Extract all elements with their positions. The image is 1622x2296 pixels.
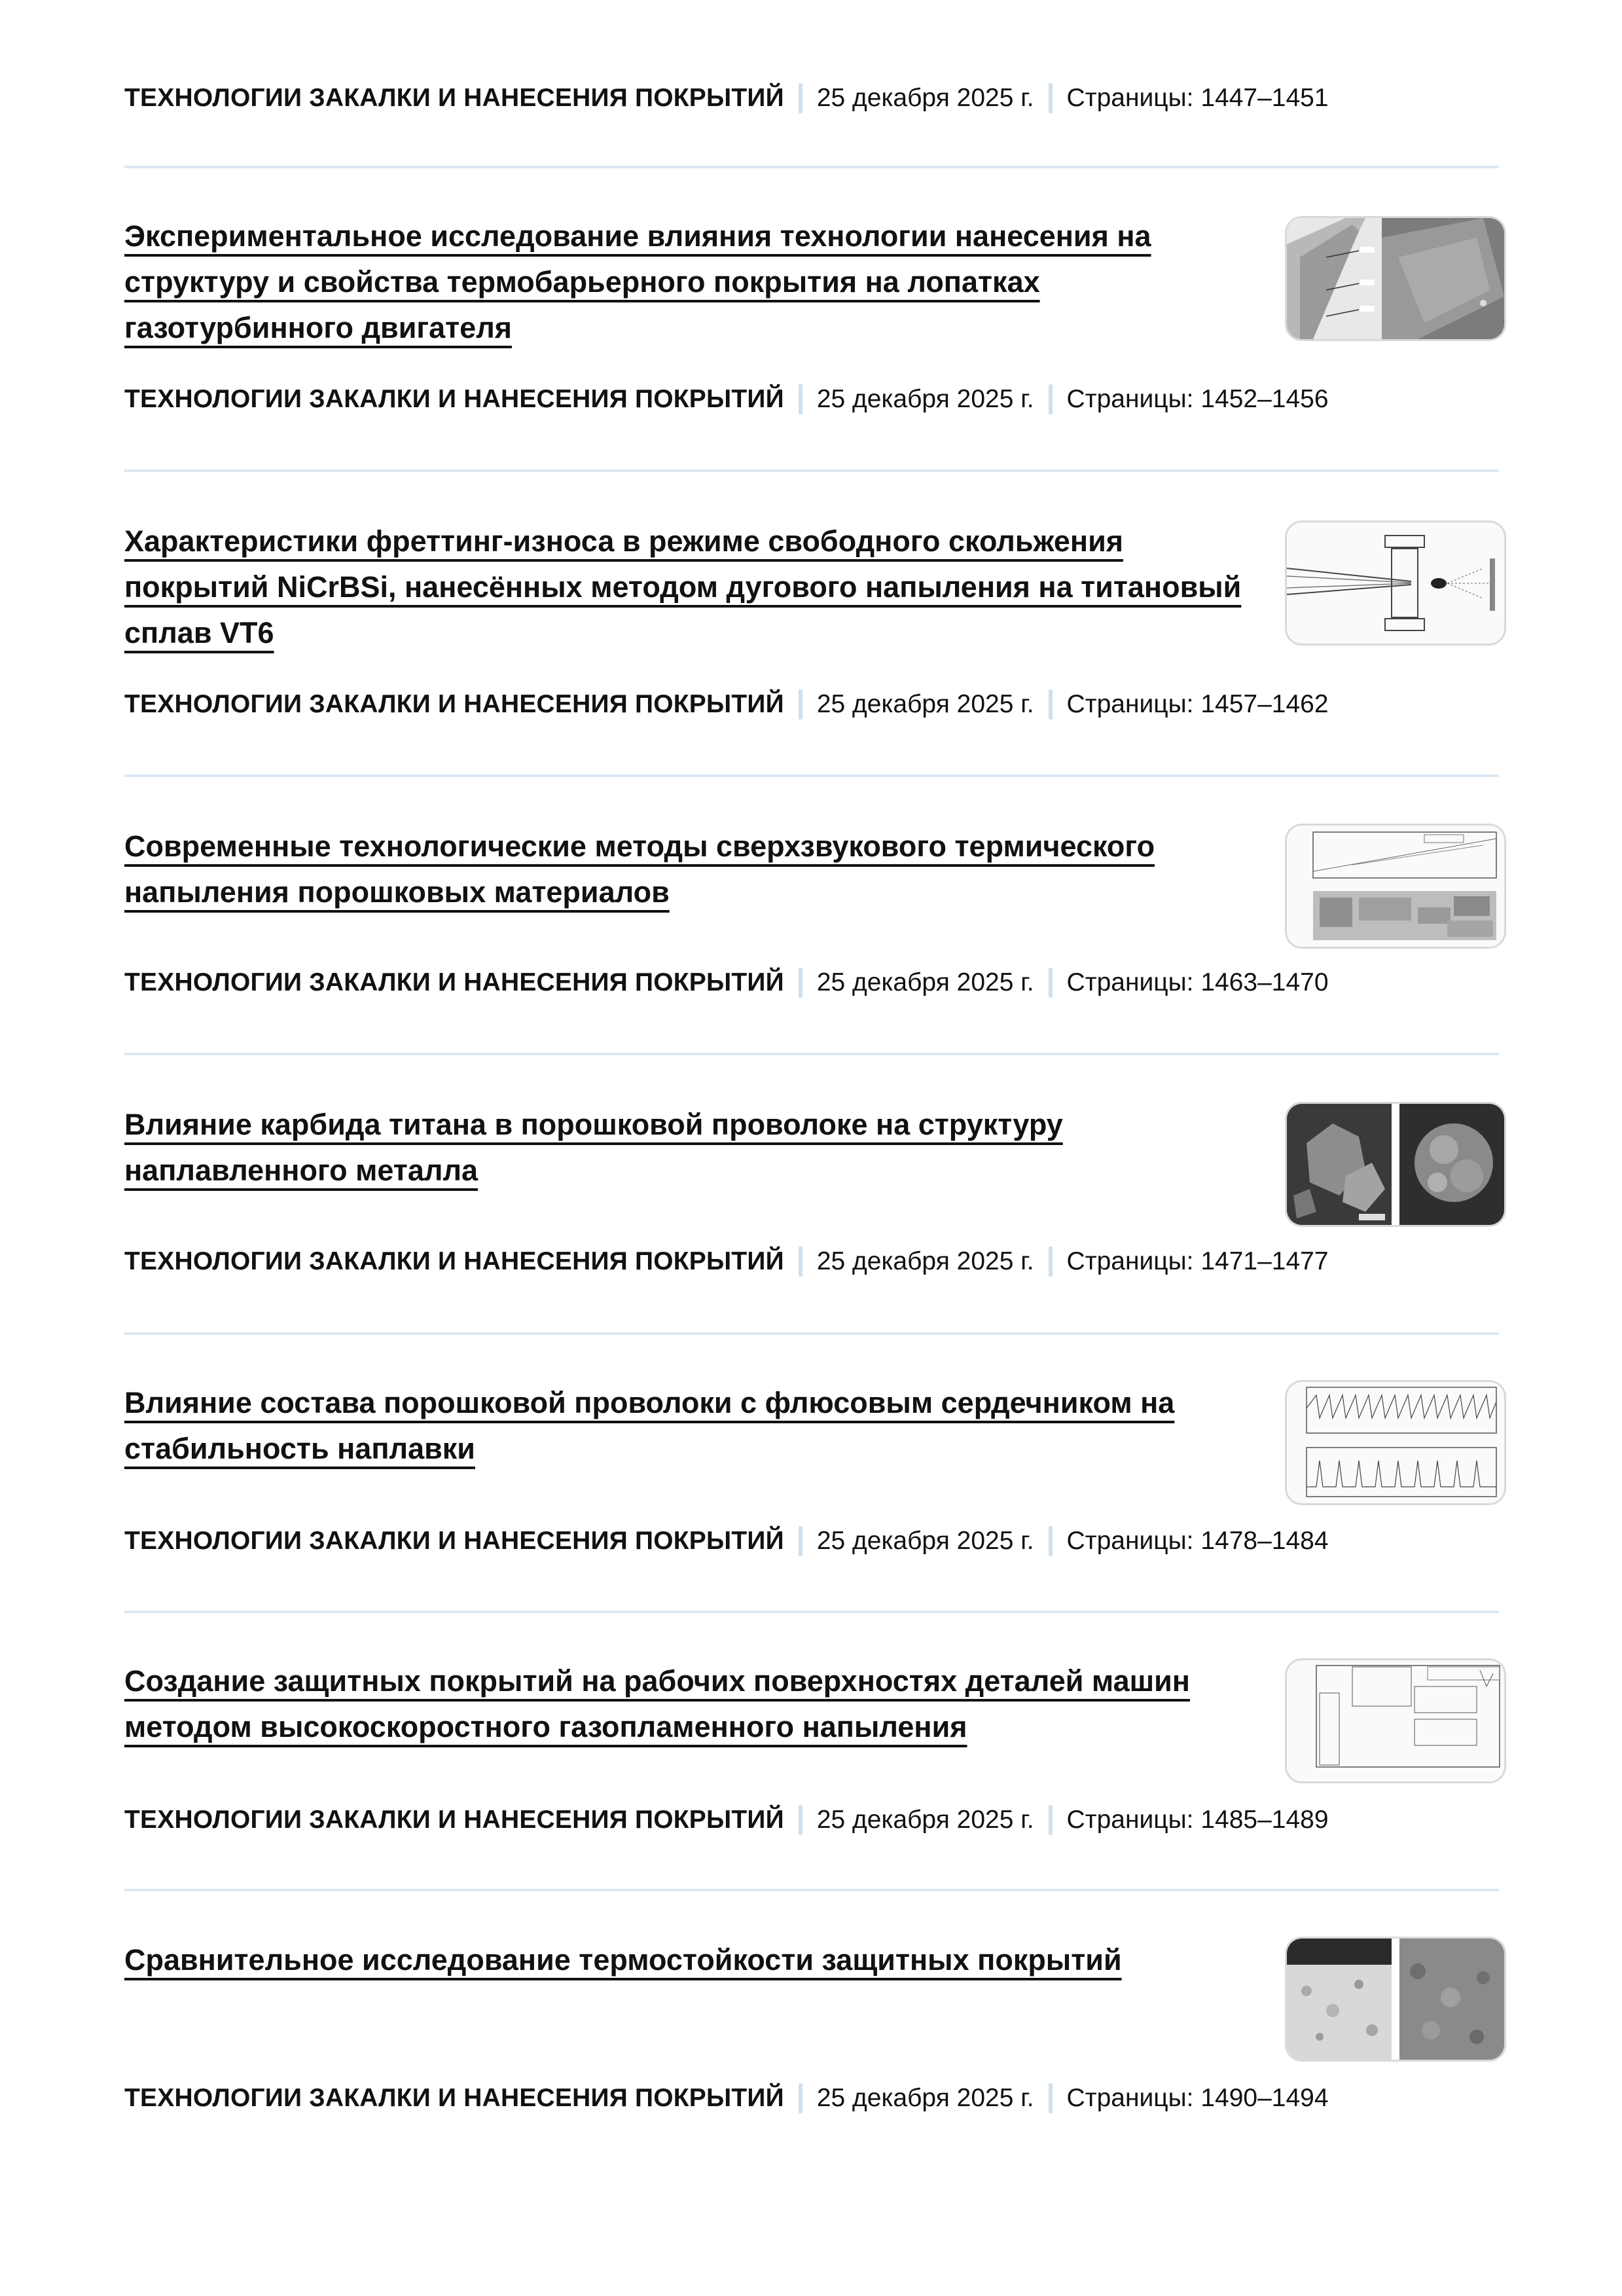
article-title[interactable] [124, 1658, 1250, 1750]
article-title[interactable] [124, 824, 1250, 915]
rubric-label[interactable]: ТЕХНОЛОГИИ ЗАКАЛКИ И НАНЕСЕНИЯ ПОКРЫТИЙ [124, 690, 784, 718]
rubric-label[interactable]: ТЕХНОЛОГИИ ЗАКАЛКИ И НАНЕСЕНИЯ ПОКРЫТИЙ [124, 2084, 784, 2112]
meta-separator [799, 1247, 802, 1277]
rubric-label[interactable]: ТЕХНОЛОГИИ ЗАКАЛКИ И НАНЕСЕНИЯ ПОКРЫТИЙ [124, 84, 784, 112]
turbine-blade-coating-photo [1287, 218, 1504, 339]
article-title[interactable] [124, 213, 1250, 351]
meta-separator [799, 689, 802, 720]
page-range: Страницы: 1447–1451 [1066, 84, 1329, 112]
article-title-link[interactable]: Создание защитных покрытий на рабочих поверхностях деталей машин методом высокоскоростного газопламенного напыления [124, 1664, 1190, 1743]
publication-date: 25 декабря 2025 г. [816, 690, 1034, 718]
article-title[interactable] [124, 1380, 1250, 1472]
article-meta-row [124, 79, 1499, 118]
article-title[interactable] [124, 1937, 1250, 1983]
meta-separator [1049, 1247, 1053, 1277]
meta-separator [1049, 1805, 1053, 1835]
arc-spray-gun-schematic [1287, 522, 1504, 644]
article-meta-row [124, 380, 1499, 419]
article-meta-row [124, 2079, 1499, 2118]
item-divider [124, 166, 1499, 168]
rubric-label[interactable]: ТЕХНОЛОГИИ ЗАКАЛКИ И НАНЕСЕНИЯ ПОКРЫТИЙ [124, 1527, 784, 1555]
article-meta-row [124, 963, 1499, 1002]
item-divider [124, 1889, 1499, 1891]
meta-separator [799, 968, 802, 998]
page-range: Страницы: 1457–1462 [1066, 690, 1329, 718]
article-thumbnail[interactable] [1285, 824, 1506, 949]
article-title-link[interactable]: Характеристики фреттинг-износа в режиме свободного скольжения покрытий NiCrBSi, нанесённых методом дугового напыления на титановый сплав VT6 [124, 524, 1242, 649]
meta-separator [799, 1526, 802, 1556]
article-title[interactable] [124, 1102, 1250, 1194]
page-range: Страницы: 1452–1456 [1066, 385, 1329, 413]
publication-date: 25 декабря 2025 г. [816, 385, 1034, 413]
item-divider [124, 1053, 1499, 1055]
voltage-current-oscillograms [1287, 1382, 1504, 1503]
item-divider [124, 1332, 1499, 1335]
article-thumbnail[interactable] [1285, 1658, 1506, 1783]
meta-separator [1049, 968, 1053, 998]
rubric-label[interactable]: ТЕХНОЛОГИИ ЗАКАЛКИ И НАНЕСЕНИЯ ПОКРЫТИЙ [124, 968, 784, 996]
page-range: Страницы: 1478–1484 [1066, 1527, 1329, 1555]
article-meta-row [124, 685, 1499, 724]
page-range: Страницы: 1485–1489 [1066, 1806, 1329, 1834]
article-title-link[interactable]: Сравнительное исследование термостойкости защитных покрытий [124, 1943, 1122, 1977]
page-range: Страницы: 1471–1477 [1066, 1247, 1329, 1275]
publication-date: 25 декабря 2025 г. [816, 1247, 1034, 1275]
rubric-label[interactable]: ТЕХНОЛОГИИ ЗАКАЛКИ И НАНЕСЕНИЯ ПОКРЫТИЙ [124, 1806, 784, 1834]
page-range: Страницы: 1463–1470 [1066, 968, 1329, 996]
meta-separator [1049, 83, 1053, 113]
powder-particles-sem-images [1287, 1104, 1504, 1225]
article-title-link[interactable]: Современные технологические методы сверхзвукового термического напыления порошковых материалов [124, 829, 1155, 909]
article-thumbnail[interactable] [1285, 1937, 1506, 2062]
article-meta-row [124, 1522, 1499, 1561]
publication-date: 25 декабря 2025 г. [816, 968, 1034, 996]
publication-date: 25 декабря 2025 г. [816, 1806, 1034, 1834]
meta-separator [799, 1805, 802, 1835]
page-range: Страницы: 1490–1494 [1066, 2084, 1329, 2112]
meta-separator [1049, 1526, 1053, 1556]
article-title-link[interactable]: Влияние состава порошковой проволоки с флюсовым сердечником на стабильность наплавки [124, 1386, 1175, 1465]
publication-date: 25 декабря 2025 г. [816, 2084, 1034, 2112]
article-title-link[interactable]: Влияние карбида титана в порошковой проволоке на структуру наплавленного металла [124, 1108, 1063, 1187]
item-divider [124, 469, 1499, 472]
article-meta-row [124, 1800, 1499, 1840]
article-thumbnail[interactable] [1285, 1380, 1506, 1505]
meta-separator [799, 83, 802, 113]
publication-date: 25 декабря 2025 г. [816, 1527, 1034, 1555]
article-thumbnail[interactable] [1285, 216, 1506, 341]
article-thumbnail[interactable] [1285, 1102, 1506, 1227]
meta-separator [1049, 384, 1053, 414]
publication-date: 25 декабря 2025 г. [816, 84, 1034, 112]
meta-separator [799, 2083, 802, 2113]
article-thumbnail[interactable] [1285, 520, 1506, 646]
meta-separator [1049, 689, 1053, 720]
article-title-link[interactable]: Экспериментальное исследование влияния технологии нанесения на структуру и свойства термобарьерного покрытия на лопатках газотурбинного двигателя [124, 219, 1151, 344]
article-title[interactable] [124, 519, 1250, 656]
item-divider [124, 774, 1499, 777]
rubric-label[interactable]: ТЕХНОЛОГИИ ЗАКАЛКИ И НАНЕСЕНИЯ ПОКРЫТИЙ [124, 385, 784, 413]
meta-separator [799, 384, 802, 414]
coating-cross-section-micrographs [1287, 1939, 1504, 2060]
particle-temperature-velocity-chart [1287, 1660, 1504, 1781]
meta-separator [1049, 2083, 1053, 2113]
item-divider [124, 1611, 1499, 1613]
article-meta-row [124, 1242, 1499, 1281]
rubric-label[interactable]: ТЕХНОЛОГИИ ЗАКАЛКИ И НАНЕСЕНИЯ ПОКРЫТИЙ [124, 1247, 784, 1275]
spraying-methods-timeline-chart [1287, 826, 1504, 947]
